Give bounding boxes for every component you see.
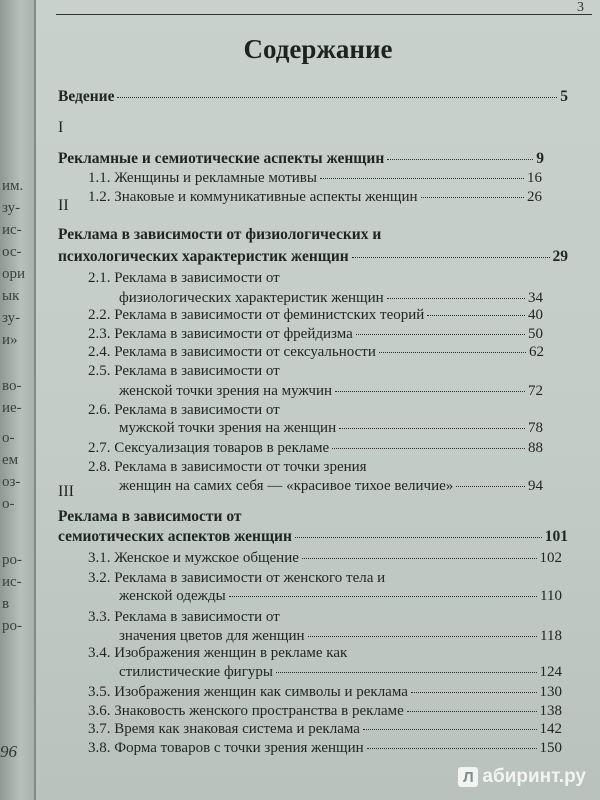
toc-entry <box>88 344 544 361</box>
leader-dots <box>302 558 537 559</box>
toc-entry-line: 2.1. Реклама в зависимости от <box>88 270 280 286</box>
left-fragment: зу- <box>2 310 21 326</box>
toc-page: 142 <box>539 721 562 737</box>
toc-label: женщин на самих себя — «красивое тихое величие» <box>119 478 454 494</box>
toc-label: 1.2. Знаковые и коммуникативные аспекты женщин <box>88 189 418 205</box>
leader-dots <box>117 97 557 98</box>
leader-dots <box>356 334 525 335</box>
left-fragment: ро- <box>2 618 22 634</box>
chapter-title-line: Реклама в зависимости от <box>58 508 242 525</box>
page-number: 3 <box>577 0 584 15</box>
chapter-title <box>58 248 568 266</box>
labirint-logo-icon: Л <box>458 767 478 787</box>
toc-entry <box>119 478 543 495</box>
left-fragment: ро- <box>2 552 22 568</box>
leader-dots <box>367 748 537 749</box>
toc-entry-line: 2.6. Реклама в зависимости от <box>88 402 280 418</box>
toc-page: 102 <box>539 550 562 566</box>
leader-dots <box>276 672 537 673</box>
left-fragment: о- <box>2 430 15 446</box>
toc-entry <box>88 307 543 324</box>
toc-label: женской одежды <box>119 588 226 604</box>
toc-page: 29 <box>552 248 568 265</box>
toc-label: Ведение <box>58 88 115 105</box>
toc-page: 50 <box>528 326 543 342</box>
toc-entry <box>88 170 542 187</box>
toc-entry <box>88 440 543 457</box>
left-fragment: и» <box>2 332 18 348</box>
leader-dots <box>295 537 542 538</box>
toc-page: 138 <box>539 703 562 719</box>
toc-page: 62 <box>529 344 544 360</box>
toc-page: 9 <box>536 150 544 167</box>
leader-dots <box>363 729 537 730</box>
left-fragment: о- <box>2 496 15 512</box>
toc-label: семиотических аспектов женщин <box>58 528 292 545</box>
left-fragment: зу- <box>2 200 21 216</box>
toc-page: 130 <box>539 684 562 700</box>
toc-entry <box>88 326 543 343</box>
leader-dots <box>339 428 525 429</box>
toc-entry <box>88 703 562 720</box>
toc-entry <box>119 420 543 437</box>
toc-label: мужской точки зрения на женщин <box>119 420 337 436</box>
toc-intro <box>58 88 568 106</box>
toc-label: 2.3. Реклама в зависимости от фрейдизма <box>88 326 353 342</box>
toc-label: Рекламные и семиотические аспекты женщин <box>58 150 385 167</box>
book-page <box>36 0 600 800</box>
toc-label: 3.5. Изображения женщин как символы и реклама <box>88 684 408 700</box>
toc-page: 5 <box>560 88 568 105</box>
toc-page: 110 <box>540 588 562 604</box>
toc-page: 118 <box>540 628 562 644</box>
leader-dots <box>320 178 524 179</box>
toc-page: 78 <box>528 420 543 436</box>
toc-entry <box>88 721 562 738</box>
leader-dots <box>332 448 525 449</box>
toc-label: 3.8. Форма товаров с точки зрения женщин <box>88 740 364 756</box>
toc-entry-line: 3.3. Реклама в зависимости от <box>88 609 280 625</box>
left-fragment: ык <box>2 288 20 304</box>
header-rule <box>56 14 592 15</box>
watermark-text: абиринт.ру <box>482 766 586 787</box>
leader-dots <box>308 636 538 637</box>
toc-label: 2.7. Сексуализация товаров в рекламе <box>88 440 330 456</box>
toc-label: психологических характеристик женщин <box>58 248 349 265</box>
toc-label: значения цветов для женщин <box>119 628 305 644</box>
left-fragment: ис- <box>2 574 22 590</box>
toc-label: 2.2. Реклама в зависимости от феминистских теорий <box>88 307 425 323</box>
toc-page: 16 <box>527 170 542 186</box>
toc-label: 1.1. Женщины и рекламные мотивы <box>88 170 317 186</box>
toc-entry-line: 3.4. Изображения женщин в рекламе как <box>88 645 348 661</box>
left-fragment: ис- <box>2 222 22 238</box>
toc-label: стилистические фигуры <box>119 664 273 680</box>
leader-dots <box>421 197 524 198</box>
left-fragment: ори <box>2 266 26 282</box>
leader-dots <box>229 596 537 597</box>
toc-label: 2.4. Реклама в зависимости от сексуальности <box>88 344 376 360</box>
toc-entry <box>119 290 543 307</box>
chapter-numeral: III <box>58 483 74 500</box>
leader-dots <box>335 391 525 392</box>
left-fragment: в <box>2 596 10 612</box>
facing-page-edge <box>0 0 34 800</box>
toc-entry <box>88 550 562 567</box>
toc-page: 72 <box>528 383 543 399</box>
leader-dots <box>427 315 525 316</box>
left-fragment: ос- <box>2 244 22 260</box>
page-title: Содержание <box>243 34 393 64</box>
chapter-title-line: Реклама в зависимости от физиологических и <box>58 226 382 243</box>
left-fragment: ие- <box>2 400 22 416</box>
labirint-watermark <box>458 766 586 788</box>
chapter-numeral: I <box>58 119 64 136</box>
toc-page: 101 <box>544 528 568 545</box>
chapter-title <box>58 150 544 168</box>
toc-label: женской точки зрения на мужчин <box>119 383 332 399</box>
toc-entry <box>119 383 543 400</box>
left-fragment: оз- <box>2 474 21 490</box>
toc-label: 3.1. Женское и мужское общение <box>88 550 299 566</box>
toc-entry-line: 2.8. Реклама в зависимости от точки зрения <box>88 459 367 475</box>
toc-entry-line: 3.2. Реклама в зависимости от женского тела и <box>88 570 386 586</box>
toc-page: 40 <box>528 307 543 323</box>
left-fragment: ем <box>2 452 19 468</box>
leader-dots <box>411 692 537 693</box>
leader-dots <box>387 298 525 299</box>
toc-label: физиологических характеристик женщин <box>119 290 384 306</box>
leader-dots <box>407 711 537 712</box>
toc-entry <box>119 628 562 645</box>
leader-dots <box>379 352 526 353</box>
chapter-numeral: II <box>58 197 69 214</box>
toc-entry <box>88 189 542 206</box>
toc-entry <box>88 740 562 757</box>
toc-label: 3.7. Время как знаковая система и реклама <box>88 721 360 737</box>
leader-dots <box>456 486 525 487</box>
left-fragment: во- <box>2 378 22 394</box>
chapter-title <box>58 528 568 546</box>
toc-entry <box>119 664 562 681</box>
toc-entry <box>88 684 562 701</box>
leader-dots <box>352 257 550 258</box>
toc-entry-line: 2.5. Реклама в зависимости от <box>88 363 280 379</box>
toc-page: 150 <box>539 740 562 756</box>
toc-page: 124 <box>539 664 562 680</box>
toc-page: 26 <box>527 189 542 205</box>
toc-entry <box>119 588 562 605</box>
leader-dots <box>387 159 533 160</box>
toc-page: 88 <box>528 440 543 456</box>
toc-label: 3.6. Знаковость женского пространства в рекламе <box>88 703 404 719</box>
left-fragment: им. <box>2 178 24 194</box>
toc-page: 34 <box>528 290 543 306</box>
left-page-number: 96 <box>0 742 17 761</box>
toc-page: 94 <box>528 478 543 494</box>
